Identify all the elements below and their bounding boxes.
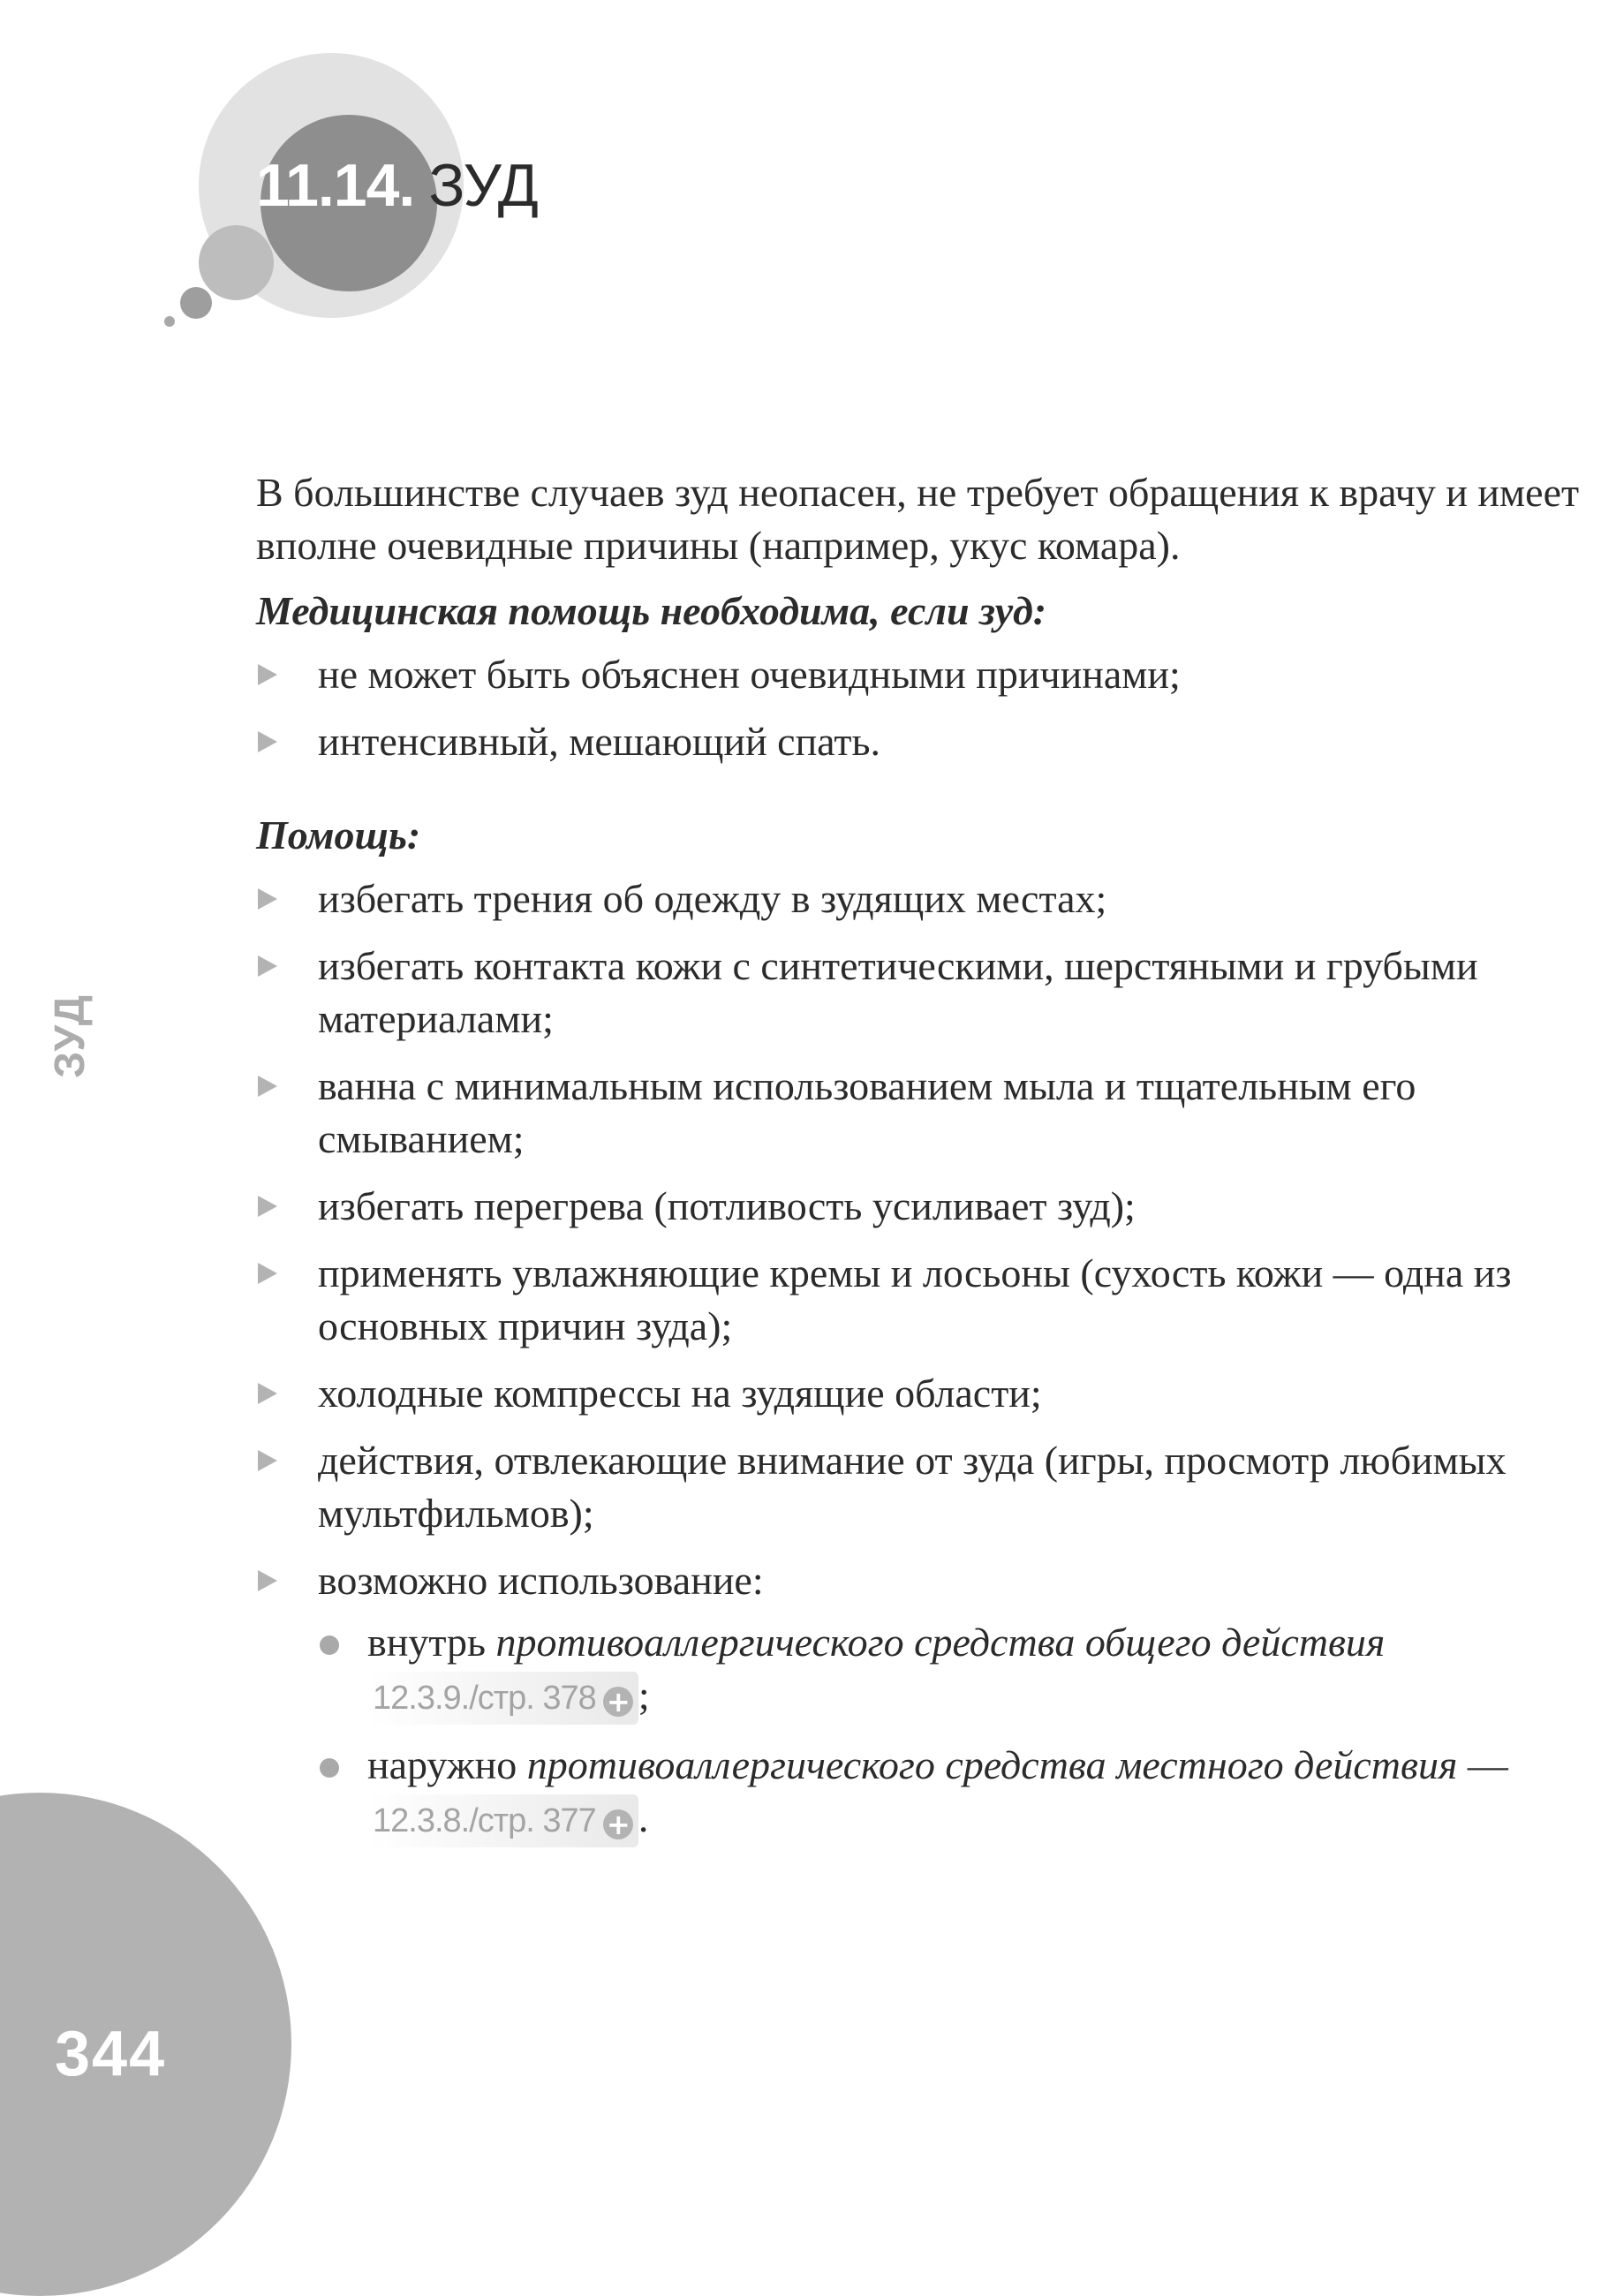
- list-item: [256, 715, 1598, 768]
- list-item-text: ванна с минимальным использованием мыла и тщательным его смыванием;: [318, 1063, 1416, 1161]
- plus-circle-icon: +: [603, 1809, 633, 1839]
- list-item: [256, 1434, 1598, 1540]
- urgent-list: [256, 648, 1598, 768]
- triangle-right-icon: [258, 955, 277, 977]
- triangle-right-icon: [258, 1570, 277, 1591]
- triangle-right-icon: [258, 1196, 277, 1217]
- list-item-text: избегать трения об одежду в зудящих местах;: [318, 876, 1107, 921]
- list-item-text: избегать контакта кожи с синтетическими, шерстяными и грубыми материалами;: [318, 943, 1478, 1041]
- sub-item-drug: противоаллергического средства местного действия: [526, 1742, 1458, 1787]
- triangle-right-icon: [258, 1263, 277, 1284]
- main-content: [256, 466, 1598, 1862]
- decor-circle-medium: [199, 225, 274, 300]
- page-reference-text: 12.3.9./стр. 378: [373, 1680, 596, 1717]
- sub-item-drug: противоаллергического средства общего действия: [495, 1620, 1386, 1665]
- help-list: [256, 872, 1598, 1847]
- list-item: [256, 648, 1598, 701]
- page-reference-link[interactable]: [367, 1672, 638, 1725]
- list-item: [256, 940, 1598, 1046]
- help-heading: Помощь:: [256, 812, 421, 857]
- page-reference-link[interactable]: [367, 1794, 638, 1847]
- list-item: [256, 1367, 1598, 1420]
- decor-circle-dot: [164, 316, 175, 327]
- sub-item-prefix: наружно: [367, 1742, 527, 1787]
- page-reference-text: 12.3.8./стр. 377: [373, 1802, 596, 1839]
- sub-item-suffix: .: [638, 1795, 649, 1840]
- triangle-right-icon: [258, 1076, 277, 1097]
- list-item: [256, 1554, 1598, 1847]
- list-item-text: возможно использование:: [318, 1558, 764, 1603]
- sub-item-suffix: ;: [638, 1673, 650, 1718]
- urgent-heading: Медицинская помощь необходима, если зуд:: [256, 588, 1047, 633]
- list-item-text: интенсивный, мешающий спать.: [318, 719, 880, 764]
- section-number: 11.14.: [256, 152, 415, 219]
- triangle-right-icon: [258, 888, 277, 910]
- list-item-text: избегать перегрева (потливость усиливает зуд);: [318, 1183, 1136, 1228]
- dot-icon: [320, 1758, 339, 1778]
- triangle-right-icon: [258, 664, 277, 685]
- page-number: 344: [55, 2019, 167, 2089]
- triangle-right-icon: [258, 731, 277, 752]
- list-item: [256, 1247, 1598, 1353]
- list-item-text: не может быть объяснен очевидными причинами;: [318, 652, 1181, 697]
- list-item: [256, 1060, 1598, 1166]
- sub-list: [318, 1616, 1598, 1847]
- decor-circle-small: [180, 287, 212, 319]
- list-item: [256, 1180, 1598, 1233]
- list-item-text: действия, отвлекающие внимание от зуда (игры, просмотр любимых мультфильмов);: [318, 1438, 1507, 1536]
- list-item-text: применять увлажняющие кремы и лосьоны (сухость кожи — одна из основных причин зуда);: [318, 1250, 1512, 1348]
- list-item-text: холодные компрессы на зудящие области;: [318, 1371, 1042, 1416]
- intro-paragraph: В большинстве случаев зуд неопасен, не требует обращения к врачу и имеет вполне очевидные причины (например, укус комара).: [256, 470, 1580, 568]
- side-tab-label: ЗУД: [47, 993, 94, 1078]
- triangle-right-icon: [258, 1383, 277, 1404]
- list-item: [256, 872, 1598, 925]
- dot-icon: [320, 1635, 339, 1655]
- sub-list-item: [318, 1616, 1598, 1725]
- section-heading: [256, 152, 538, 219]
- plus-circle-icon: +: [603, 1687, 633, 1717]
- sub-list-item: [318, 1739, 1598, 1847]
- sub-item-prefix: внутрь: [367, 1620, 496, 1665]
- section-title: ЗУД: [428, 152, 538, 219]
- sub-item-separator: —: [1457, 1742, 1508, 1787]
- triangle-right-icon: [258, 1450, 277, 1471]
